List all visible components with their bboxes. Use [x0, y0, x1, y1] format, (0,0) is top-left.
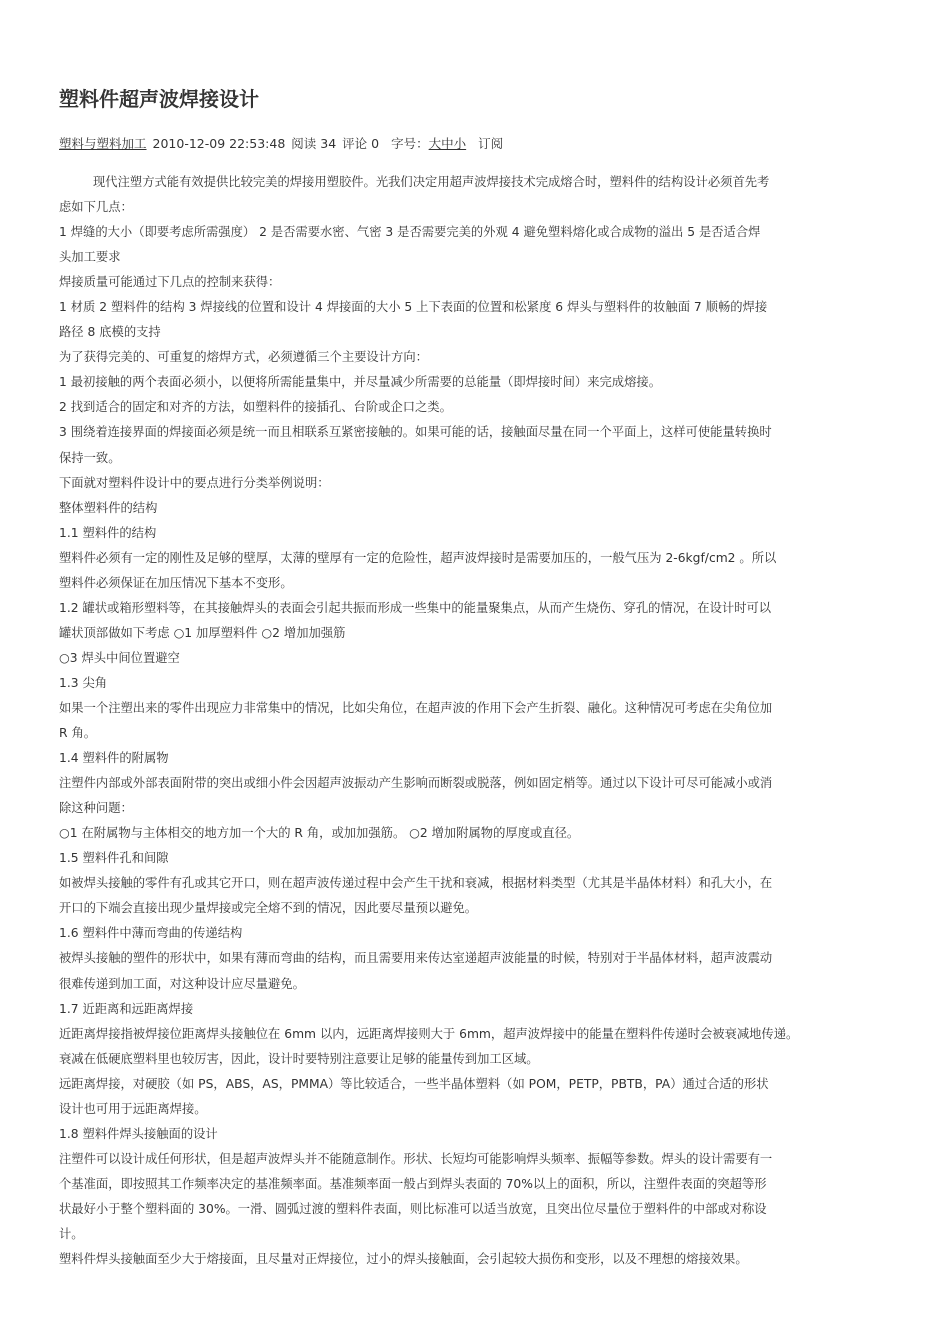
paragraph-line: 如被焊头接触的零件有孔或其它开口，则在超声波传递过程中会产生干扰和衰减，根据材料类型（尤其是半晶体材料）和孔大小，在 — [59, 876, 773, 891]
section-heading: 1.5 塑料件孔和间隙 — [59, 851, 169, 866]
section-heading: 1.7 近距离和远距离焊接 — [59, 1001, 194, 1016]
paragraph-line: 虑如下几点： — [59, 200, 133, 215]
subscribe-link[interactable]: 订阅 — [478, 136, 504, 151]
paragraph-line: ○1 在附属物与主体相交的地方加一个大的 R 角，或加加强筋。 ○2 增加附属物的厚度或直径。 — [59, 826, 580, 841]
comment-count[interactable]: 评论 0 — [342, 136, 380, 151]
post-datetime: 2010-12-09 22:53:48 — [152, 136, 286, 151]
paragraph-line: 路径 8 底模的支持 — [59, 325, 161, 340]
paragraph-line: 远距离焊接，对硬胶（如 PS，ABS，AS，PMMA）等比较适合，一些半晶体塑料（如 POM，PETP，PBTB，PA）通过合适的形状 — [59, 1076, 769, 1091]
section-heading: 1.8 塑料件焊头接触面的设计 — [59, 1126, 218, 1141]
section-heading: 1.6 塑料件中薄而弯曲的传递结构 — [59, 926, 243, 941]
paragraph-line: 3 围绕着连接界面的焊接面必须是统一而且相联系互紧密接触的。如果可能的话，接触面尽量在同一个平面上，这样可使能量转换时 — [59, 425, 772, 440]
section-heading: 1.4 塑料件的附属物 — [59, 751, 169, 766]
paragraph-line: 注塑件内部或外部表面附带的突出或细小件会因超声波振动产生影响而断裂或脱落，例如固定梢等。通过以下设计可尽可能减小或消 — [59, 776, 773, 791]
paragraph-line: R 角。 — [59, 726, 97, 741]
section-heading: 整体塑料件的结构 — [59, 500, 158, 515]
paragraph-line: 个基准面，即按照其工作频率决定的基准频率面。基准频率面一般占到焊头表面的 70%以上的面积，所以，注塑件表面的突超等形 — [59, 1176, 767, 1191]
paragraph-line: 如果一个注塑出来的零件出现应力非常集中的情况，比如尖角位，在超声波的作用下会产生折裂、融化。这种情况可考虑在尖角位加 — [59, 700, 773, 715]
paragraph-line: 计。 — [59, 1226, 84, 1241]
paragraph-line: 焊接质量可能通过下几点的控制来获得： — [59, 275, 281, 290]
paragraph-line: 1 焊缝的大小（即要考虑所需强度） 2 是否需要水密、气密 3 是否需要完美的外观 4 避免塑料熔化或合成物的溢出 5 是否适合焊 — [59, 225, 761, 240]
read-count: 阅读 34 — [291, 136, 337, 151]
paragraph-line: 塑料件必须保证在加压情况下基本不变形。 — [59, 575, 293, 590]
paragraph-line: 很难传递到加工面，对这种设计应尽量避免。 — [59, 976, 305, 991]
paragraph-line: 开口的下端会直接出现少量焊接或完全熔不到的情况，因此要尽量预以避免。 — [59, 901, 478, 916]
article-body — [59, 170, 901, 1272]
paragraph-line: 注塑件可以设计成任何形状，但是超声波焊头并不能随意制作。形状、长短均可能影响焊头频率、振幅等参数。焊头的设计需要有一 — [59, 1151, 773, 1166]
category-link[interactable]: 塑料与塑料加工 — [59, 136, 147, 151]
paragraph-line: 近距离焊接指被焊接位距离焊头接触位在 6mm 以内，远距离焊接则大于 6mm，超声波焊接中的能量在塑料件传递时会被衰减地传递。 — [59, 1026, 799, 1041]
paragraph-line: 设计也可用于远距离焊接。 — [59, 1101, 207, 1116]
article-meta — [59, 134, 503, 154]
paragraph-line: 罐状顶部做如下考虑 ○1 加厚塑料件 ○2 增加加强筋 — [59, 625, 346, 640]
paragraph-line: 1 材质 2 塑料件的结构 3 焊接线的位置和设计 4 焊接面的大小 5 上下表面的位置和松紧度 6 焊头与塑料件的妆触面 7 顺畅的焊接 — [59, 300, 768, 315]
paragraph-line: 为了获得完美的、可重复的熔焊方式，必须遵循三个主要设计方向： — [59, 350, 428, 365]
paragraph-line: 保持一致。 — [59, 450, 121, 465]
paragraph-line: ○3 焊头中间位置避空 — [59, 650, 180, 665]
article-title: 塑料件超声波焊接设计 — [59, 87, 259, 111]
paragraph-line: 状最好小于整个塑料面的 30%。一滑、圆弧过渡的塑料件表面，则比标准可以适当放宽，且突出位尽量位于塑料件的中部或对称设 — [59, 1201, 767, 1216]
paragraph-line: 下面就对塑料件设计中的要点进行分类举例说明： — [59, 475, 330, 490]
paragraph-line: 塑料件焊头接触面至少大于熔接面，且尽量对正焊接位，过小的焊头接触面，会引起较大损伤和变形，以及不理想的熔接效果。 — [59, 1252, 748, 1267]
paragraph-line: 1.2 罐状或箱形塑料等，在其接触焊头的表面会引起共振而形成一些集中的能量聚集点，从而产生烧伤、穿孔的情况，在设计时可以 — [59, 600, 772, 615]
paragraph-line: 被焊头接触的塑件的形状中，如果有薄而弯曲的结构，而且需要用来传达室递超声波能量的时候，特别对于半晶体材料，超声波震动 — [59, 951, 773, 966]
paragraph-line: 2 找到适合的固定和对齐的方法，如塑料件的接插孔、台阶或企口之类。 — [59, 400, 452, 415]
paragraph-line: 衰减在低硬底塑料里也较厉害，因此，设计时要特别注意要让足够的能量传到加工区域。 — [59, 1051, 539, 1066]
paragraph-line: 1 最初接触的两个表面必须小，以便将所需能量集中，并尽量减少所需要的总能量（即焊接时间）来完成熔接。 — [59, 375, 661, 390]
paragraph-line: 塑料件必须有一定的刚性及足够的壁厚，太薄的壁厚有一定的危险性，超声波焊接时是需要加压的，一般气压为 2-6kgf/cm2 。所以 — [59, 550, 777, 565]
font-size-options[interactable]: 大中小 — [428, 136, 467, 151]
paragraph-line: 除这种问题： — [59, 801, 133, 816]
paragraph-line: 现代注塑方式能有效提供比较完美的焊接用塑胶件。光我们决定用超声波焊接技术完成熔合时，塑料件的结构设计必须首先考 — [93, 175, 770, 189]
paragraph-line: 头加工要求 — [59, 250, 121, 265]
section-heading: 1.3 尖角 — [59, 675, 108, 690]
section-heading: 1.1 塑料件的结构 — [59, 525, 157, 540]
font-size-label: 字号： — [391, 136, 429, 151]
